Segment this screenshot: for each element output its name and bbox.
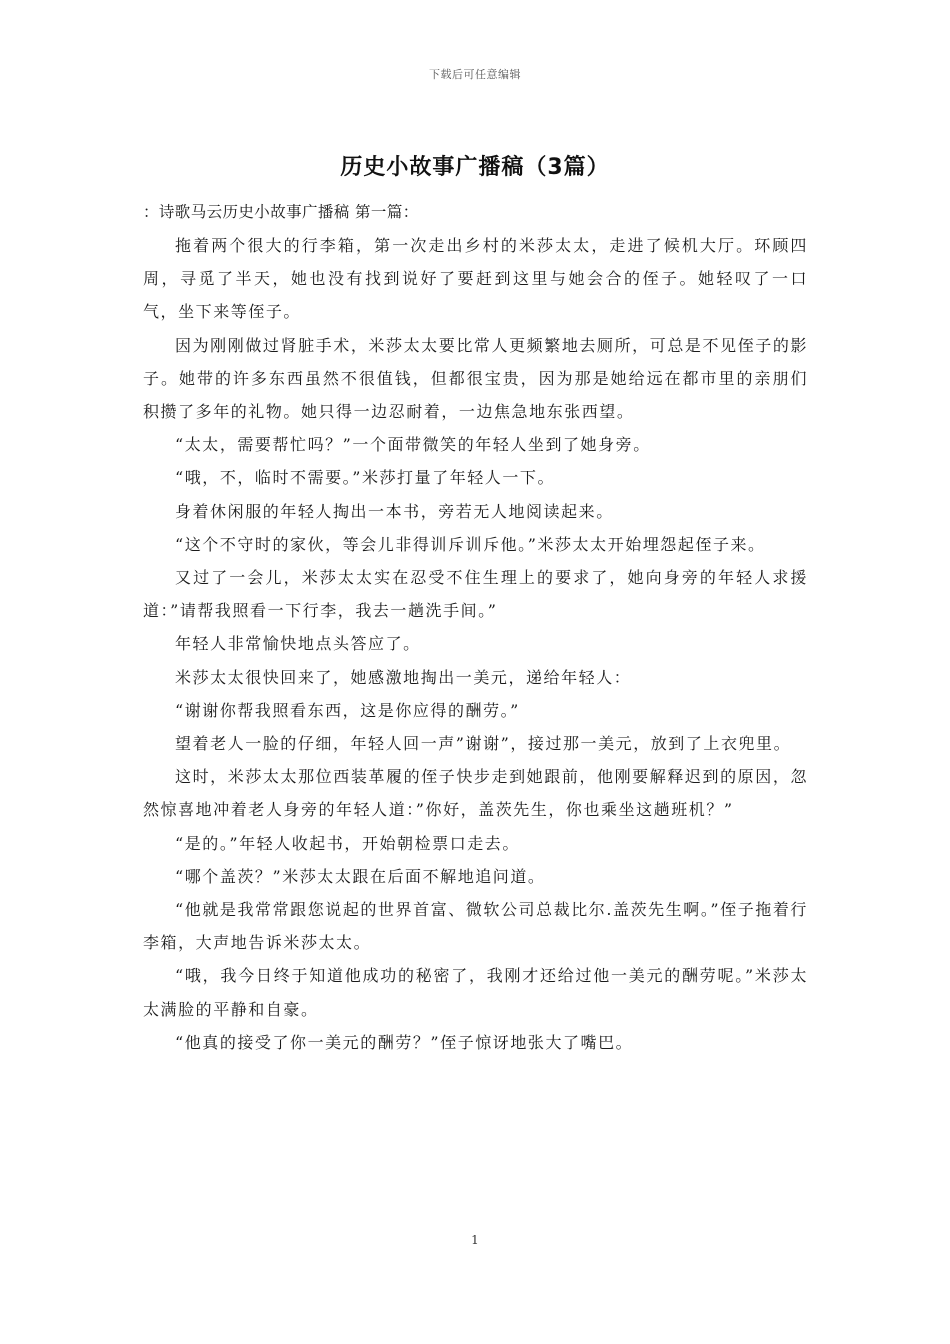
paragraph: 米莎太太很快回来了，她感激地掏出一美元，递给年轻人： [175, 667, 632, 687]
story-body [143, 229, 808, 1059]
paragraph: 身着休闲服的年轻人掏出一本书，旁若无人地阅读起来。 [175, 501, 614, 521]
paragraph: 因为刚刚做过肾脏手术，米莎太太要比常人更频繁地去厕所，可总是不见侄子的影子。她带的许多东西虽然不很值钱，但都很宝贵，因为那是她给远在都市里的亲朋们积攒了多年的礼物。她只得一边忍耐着，一边焦急地东张西望。 [143, 335, 808, 422]
paragraph: 又过了一会儿，米莎太太实在忍受不住生理上的要求了，她向身旁的年轻人求援道：”请帮我照看一下行李，我去一趟洗手间。” [143, 568, 808, 621]
paragraph: “太太，需要帮忙吗？”一个面带微笑的年轻人坐到了她身旁。 [175, 435, 651, 455]
paragraph: 年轻人非常愉快地点头答应了。 [175, 634, 421, 654]
paragraph: “他就是我常常跟您说起的世界首富、微软公司总裁比尔.盖茨先生啊。”侄子拖着行李箱，大声地告诉米莎太太。 [143, 900, 808, 953]
section-subheading: ：诗歌马云历史小故事广播稿 第一篇： [143, 203, 419, 221]
header-note: 下载后可任意编辑 [429, 68, 521, 81]
paragraph: “哪个盖茨？”米莎太太跟在后面不解地追问道。 [175, 866, 546, 886]
paragraph: 望着老人一脸的仔细，年轻人回一声”谢谢”，接过那一美元，放到了上衣兜里。 [175, 734, 792, 754]
page-number: 1 [471, 1233, 479, 1247]
paragraph: “哦，我今日终于知道他成功的秘密了，我刚才还给过他一美元的酬劳呢。”米莎太太满脸的平静和自豪。 [143, 966, 808, 1019]
paragraph: “这个不守时的家伙，等会儿非得训斥训斥他。”米莎太太开始埋怨起侄子来。 [175, 534, 766, 554]
paragraph: “谢谢你帮我照看东西，这是你应得的酬劳。” [175, 700, 520, 720]
paragraph: 拖着两个很大的行李箱，第一次走出乡村的米莎太太，走进了候机大厅。环顾四周，寻觅了半天，她也没有找到说好了要赶到这里与她会合的侄子。她轻叹了一口气，坐下来等侄子。 [143, 236, 808, 322]
paragraph: “哦，不，临时不需要。”米莎打量了年轻人一下。 [175, 468, 556, 488]
paragraph: “是的。”年轻人收起书，开始朝检票口走去。 [175, 833, 520, 853]
document-title: 历史小故事广播稿（3篇） [340, 155, 610, 180]
paragraph: “他真的接受了你一美元的酬劳？”侄子惊讶地张大了嘴巴。 [175, 1032, 634, 1052]
paragraph: 这时，米莎太太那位西装革履的侄子快步走到她跟前，他刚要解释迟到的原因，忽然惊喜地冲着老人身旁的年轻人道：”你好，盖茨先生，你也乘坐这趟班机？” [143, 767, 808, 820]
